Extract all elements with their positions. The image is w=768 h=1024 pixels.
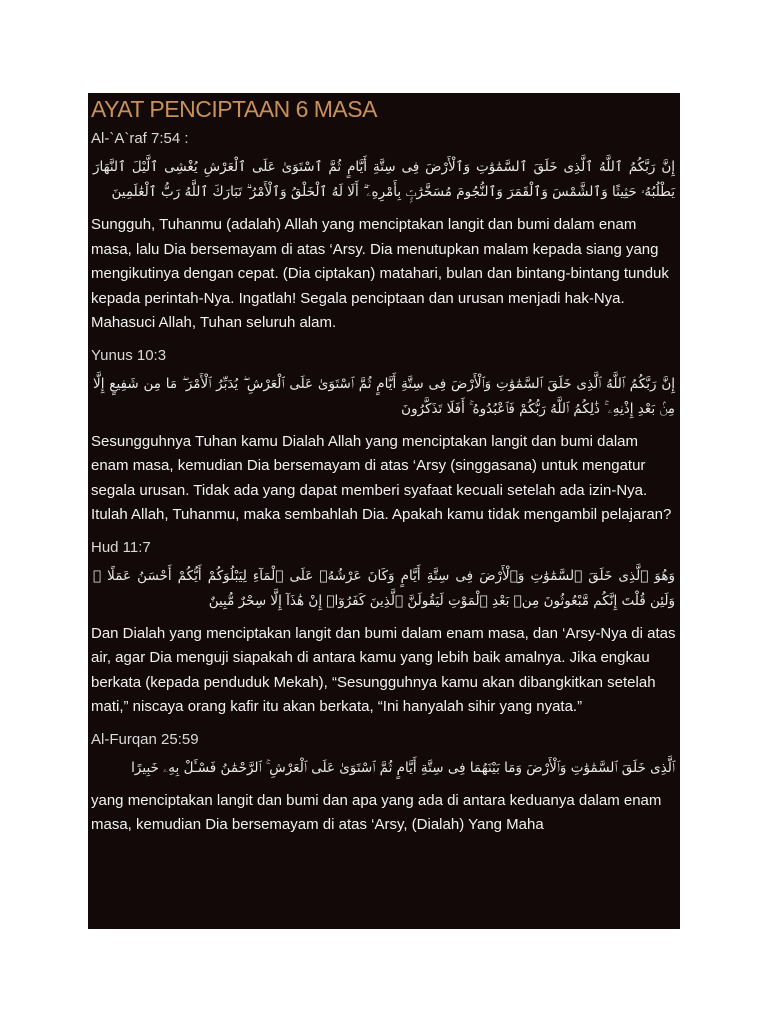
page-title: AYAT PENCIPTAAN 6 MASA	[91, 96, 377, 122]
verse-translation: Dan Dialah yang menciptakan langit dan bumi dalam enam masa, dan ‘Arsy-Nya di atas air, agar Dia menguji siapakah di antara kamu yang lebih baik amalnya. Jika engkau berkata (kepada penduduk Mekah), “Sesungguhnya kamu akan dibangkitkan setelah mati,” niscaya orang kafir itu akan berkata, “Ini hanyalah sihir yang nyata.”	[91, 624, 676, 715]
verse-translation: Sungguh, Tuhanmu (adalah) Allah yang menciptakan langit dan bumi dalam enam masa, lalu Dia bersemayam di atas ‘Arsy. Dia menutupkan malam kepada siang yang mengikutinya dengan cepat. (Dia ciptakan) matahari, bulan dan bintang-bintang tunduk kepada perintah-Nya. Ingatlah! Segala penciptaan dan urusan menjadi hak-Nya. Mahasuci Allah, Tuhan seluruh alam.	[91, 216, 669, 331]
verse-translation: yang menciptakan langit dan bumi dan apa yang ada di antara keduanya dalam enam masa, kemudian Dia bersemayam di atas ‘Arsy, (Dialah) Yang Maha	[91, 791, 662, 833]
verse-section-hud	[91, 538, 677, 720]
arabic-verse-text: ٱلَّذِى خَلَقَ ٱلسَّمَٰوَٰتِ وَٱلْأَرْضَ وَمَا بَيْنَهُمَا فِى سِتَّةِ أَيَّامٍ ثُمَّ ٱسْتَوَىٰ عَلَى ٱلْعَرْشِ ۚ ٱلرَّحْمَٰنُ فَسْـَٔلْ بِهِۦ خَبِيرًا	[131, 759, 675, 776]
verse-reference: Al-Furqan 25:59	[91, 730, 199, 748]
verse-section-al-furqan	[91, 730, 677, 838]
verse-reference: Hud 11:7	[91, 538, 151, 556]
arabic-verse-text: إِنَّ رَبَّكُمُ ٱللَّهُ ٱلَّذِى خَلَقَ ٱلسَّمَٰوَٰتِ وَٱلْأَرْضَ فِى سِتَّةِ أَيَّامٍ ثُمَّ ٱسْتَوَىٰ عَلَى ٱلْعَرْشِ ۖ يُدَبِّرُ ٱلْأَمْرَ ۖ مَا مِن شَفِيعٍ إِلَّا مِنۢ بَعْدِ إِذْنِهِۦ ۚ ذَٰلِكُمُ ٱللَّهُ رَبُّكُمْ فَٱعْبُدُوهُ ۚ أَفَلَا تَذَكَّرُونَ	[93, 375, 675, 417]
document-page	[88, 93, 680, 929]
arabic-verse-text: وَهُوَ ٱلَّذِى خَلَقَ ٱلسَّمَٰوَٰتِ وَٱلْأَرْضَ فِى سِتَّةِ أَيَّامٍ وَكَانَ عَرْشُهُۥ عَلَى ٱلْمَآءِ لِيَبْلُوَكُمْ أَيُّكُمْ أَحْسَنُ عَمَلًا ۗ وَلَئِن قُلْتَ إِنَّكُم مَّبْعُوثُونَ مِنۢ بَعْدِ ٱلْمَوْتِ لَيَقُولَنَّ ٱلَّذِينَ كَفَرُوٓا۟ إِنْ هَٰذَآ إِلَّا سِحْرٌ مُّبِينٌ	[93, 567, 675, 609]
verse-reference: Yunus 10:3	[91, 346, 167, 364]
verse-section-al-araf	[91, 129, 677, 336]
verse-section-yunus	[91, 346, 677, 528]
verse-translation: Sesungguhnya Tuhan kamu Dialah Allah yang menciptakan langit dan bumi dalam enam masa, kemudian Dia bersemayam di atas ‘Arsy (singgasana) untuk mengatur segala urusan. Tidak ada yang dapat memberi syafaat kecuali setelah ada izin-Nya. Itulah Allah, Tuhanmu, maka sembahlah Dia. Apakah kamu tidak mengambil pelajaran?	[91, 432, 672, 523]
document-content	[88, 95, 680, 838]
arabic-verse-text: إِنَّ رَبَّكُمُ ٱللَّهُ ٱلَّذِى خَلَقَ ٱلسَّمَٰوَٰتِ وَٱلْأَرْضَ فِى سِتَّةِ أَيَّامٍ ثُمَّ ٱسْتَوَىٰ عَلَى ٱلْعَرْشِ يُغْشِى ٱلَّيْلَ ٱلنَّهَارَ يَطْلُبُهُۥ حَثِيثًا وَٱلشَّمْسَ وَٱلْقَمَرَ وَٱلنُّجُومَ مُسَخَّرَٰتٍۭ بِأَمْرِهِۦٓ ۗ أَلَا لَهُ ٱلْخَلْقُ وَٱلْأَمْرُ ۗ تَبَارَكَ ٱللَّهُ رَبُّ ٱلْعَٰلَمِينَ	[93, 159, 675, 200]
verse-reference: Al-`A`raf 7:54 :	[91, 130, 189, 147]
